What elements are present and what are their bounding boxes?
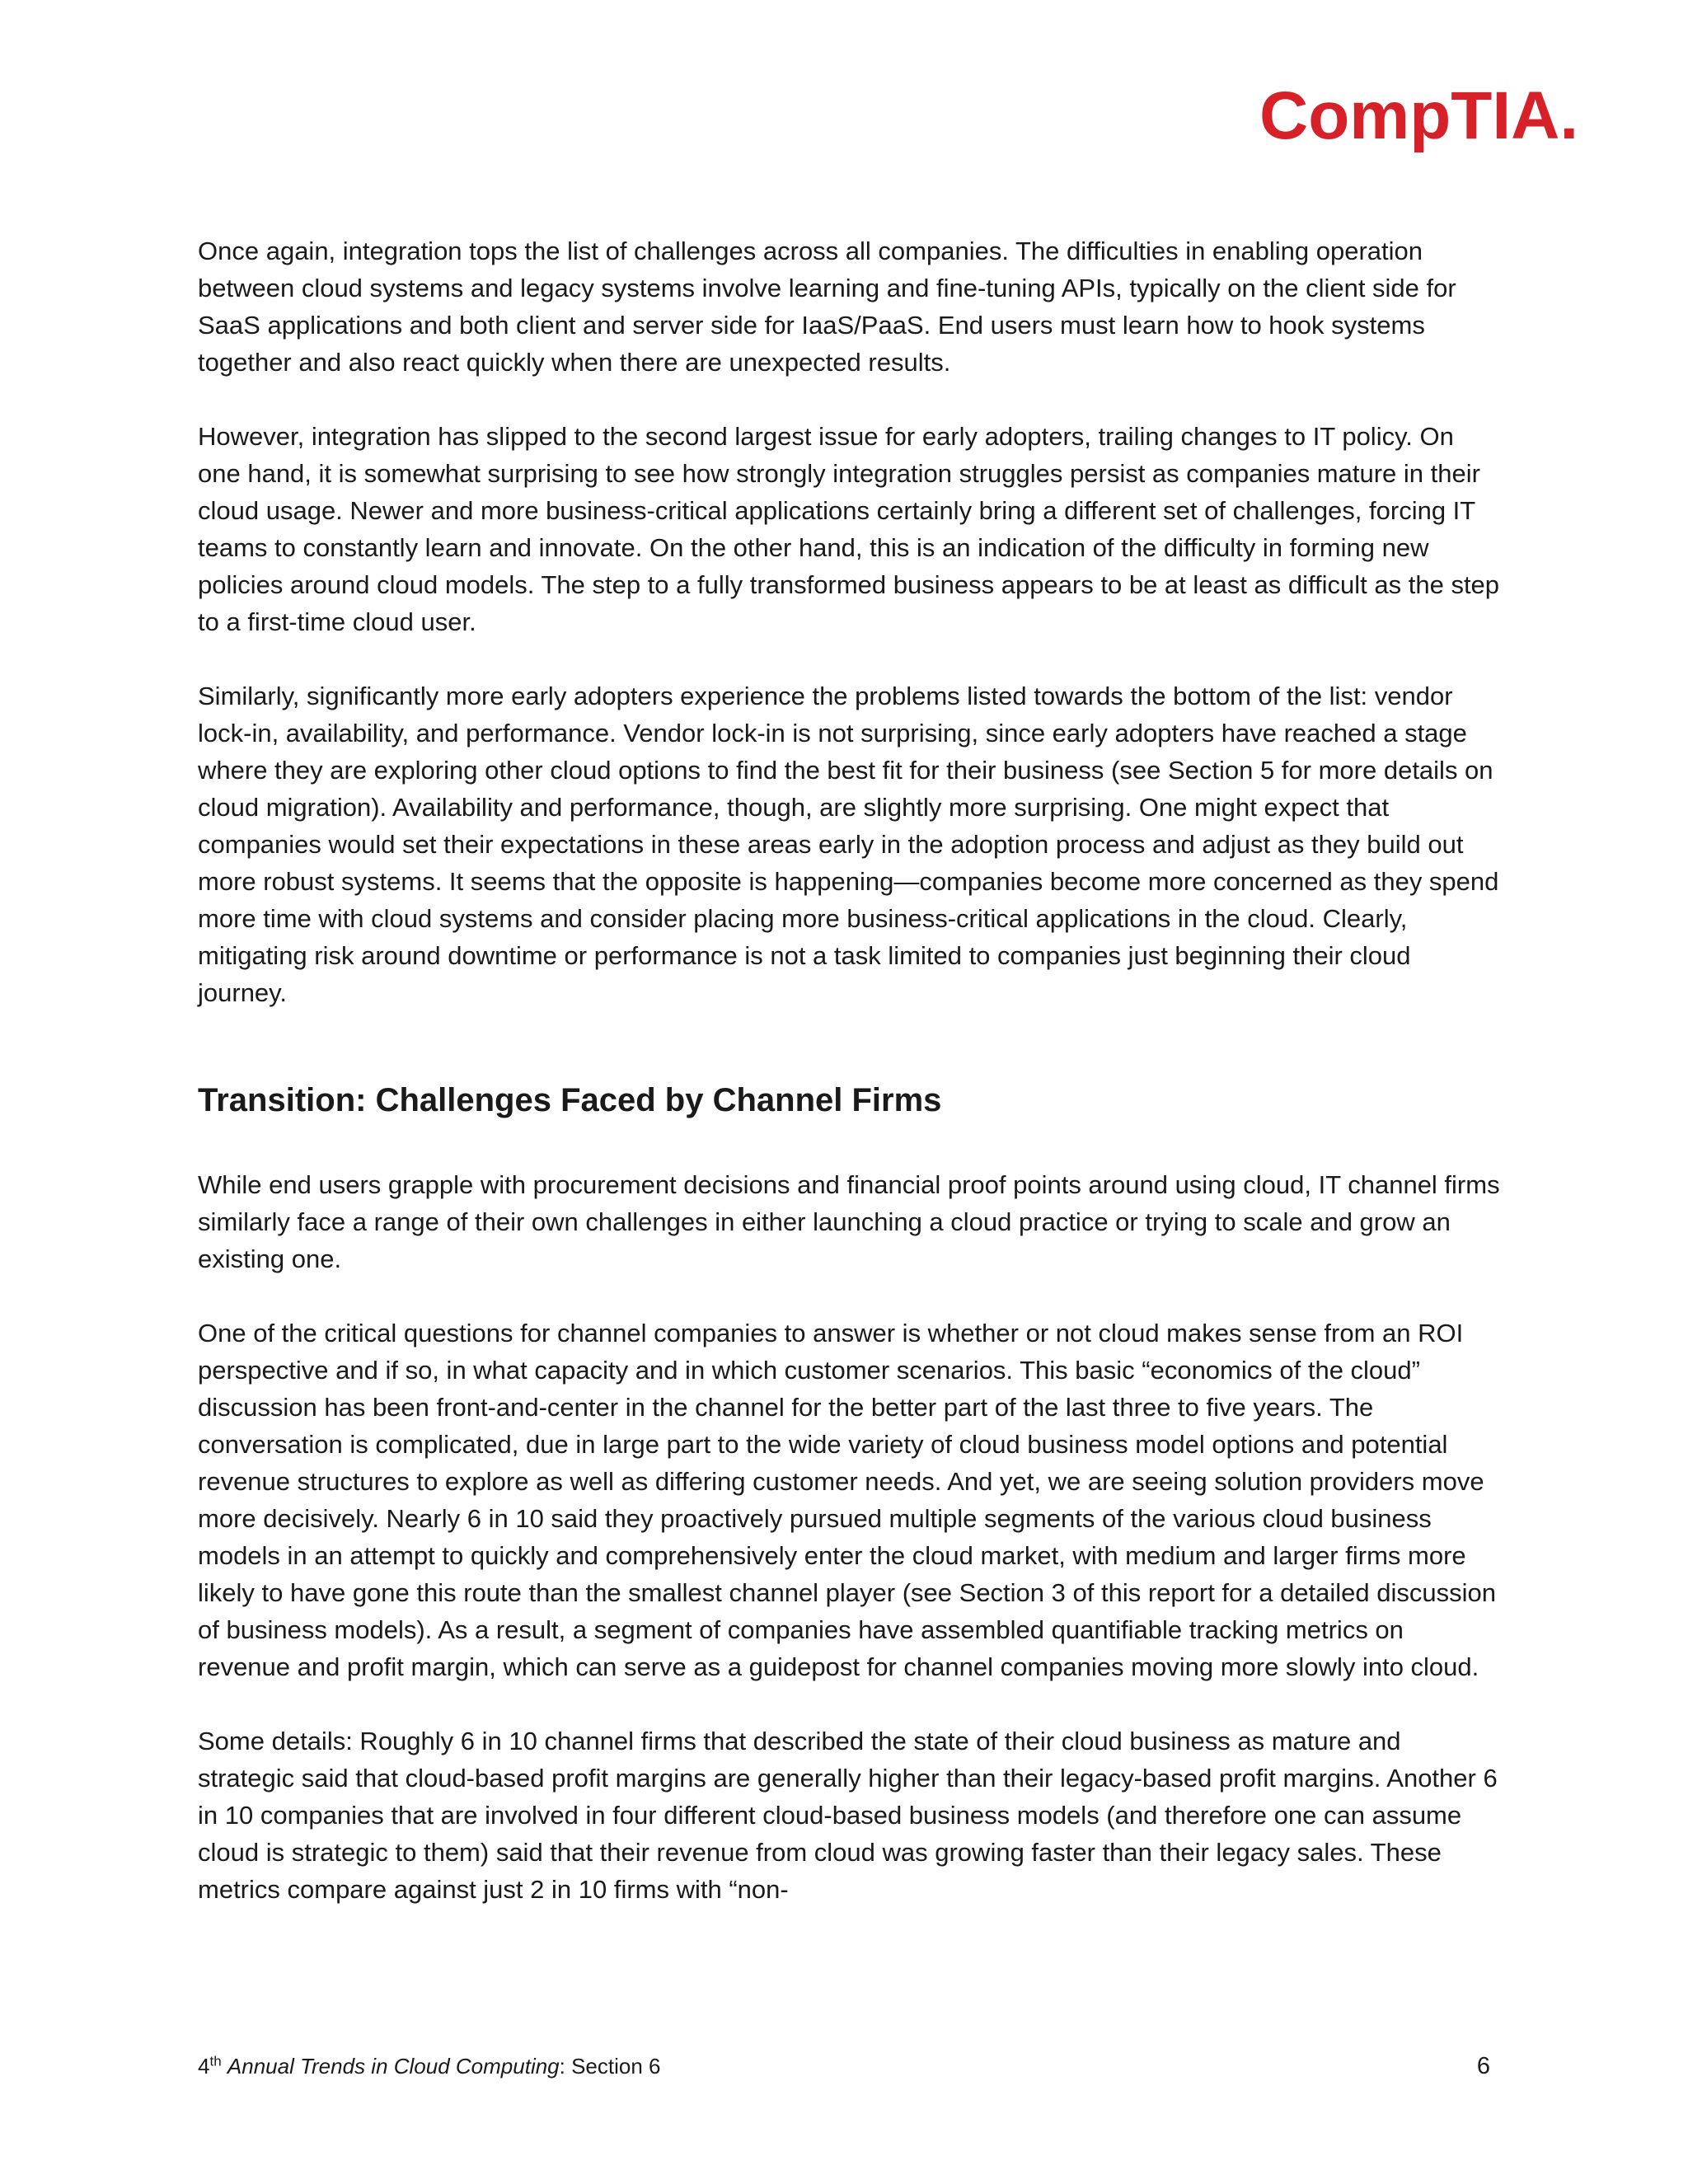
footer-title-italic: Annual Trends in Cloud Computing (227, 2054, 560, 2079)
logo-wordmark: CompTIA. (1259, 79, 1579, 153)
paragraph-early-adopters: However, integration has slipped to the second largest issue for early adopters, trailing changes to IT policy. On one hand, it is somewhat surprising to see how strongly integration struggles persist as companies mature in their cloud usage. Newer and more business-critical applications certainly bring a different set of challenges, forcing IT teams to constantly learn and innovate. On the other hand, this is an indication of the difficulty in forming new policies around cloud models. The step to a fully transformed business appears to be at least as difficult as the step to a first-time cloud user. (198, 422, 1500, 636)
comptia-logo-mark (1256, 79, 1602, 162)
paragraph-integration: Once again, integration tops the list of challenges across all companies. The difficulties in enabling operation between cloud systems and legacy systems involve learning and fine-tuning APIs, typically on the client side for SaaS applications and both client and server side for IaaS/PaaS. End users must learn how to hook systems together and also react quickly when there are unexpected results. (198, 237, 1456, 377)
footer-edition-suffix: th (209, 2053, 222, 2069)
paragraph-channel-challenges: While end users grapple with procurement decisions and financial proof points around using cloud, IT channel firms similarly face a range of their own challenges in either launching a cloud practice or trying to scale and grow an existing one. (198, 1170, 1500, 1273)
comptia-logo (1256, 79, 1602, 162)
footer-section: : Section 6 (559, 2054, 661, 2079)
paragraph-details: Some details: Roughly 6 in 10 channel firms that described the state of their cloud business as mature and strategic said that cloud-based profit margins are generally higher than their legacy-based profit margins. Another 6 in 10 companies that are involved in four different cloud-based business models (and therefore one can assume cloud is strategic to them) said that their revenue from cloud was growing faster than their legacy sales. These metrics compare against just 2 in 10 firms with “non- (198, 1727, 1498, 1904)
page-number: 6 (1476, 2053, 1490, 2079)
footer-document-title (198, 2052, 661, 2080)
page-footer (198, 2052, 1490, 2080)
document-body (198, 232, 1500, 1945)
section-heading: Transition: Challenges Faced by Channel Firms (198, 1082, 942, 1118)
footer-edition-number: 4 (198, 2054, 210, 2079)
paragraph-vendor-lockin: Similarly, significantly more early adopters experience the problems listed towards the bottom of the list: vendor lock-in, availability, and performance. Vendor lock-in is not surprising, since early adopters have reached a stage where they are exploring other cloud options to find the best fit for their business (see Section 5 for more details on cloud migration). Availability and performance, though, are slightly more surprising. One might expect that companies would set their expectations in these areas early in the adoption process and adjust as they build out more robust systems. It seems that the opposite is happening—companies become more concerned as they spend more time with cloud systems and consider placing more business-critical applications in the cloud. Clearly, mitigating risk around downtime or performance is not a task limited to companies just beginning their cloud journey. (198, 682, 1499, 1007)
paragraph-roi: One of the critical questions for channel companies to answer is whether or not cloud makes sense from an ROI perspective and if so, in what capacity and in which customer scenarios. This basic “economics of the cloud” discussion has been front-and-center in the channel for the better part of the last three to five years. The conversation is complicated, due in large part to the wide variety of cloud business model options and potential revenue structures to explore as well as differing customer needs. And yet, we are seeing solution providers move more decisively. Nearly 6 in 10 said they proactively pursued multiple segments of the various cloud business models in an attempt to quickly and comprehensively enter the cloud market, with medium and larger firms more likely to have gone this route than the smallest channel player (see Section 3 of this report for a detailed discussion of business models). As a result, a segment of companies have assembled quantifiable tracking metrics on revenue and profit margin, which can serve as a guidepost for channel companies moving more slowly into cloud. (198, 1319, 1497, 1681)
